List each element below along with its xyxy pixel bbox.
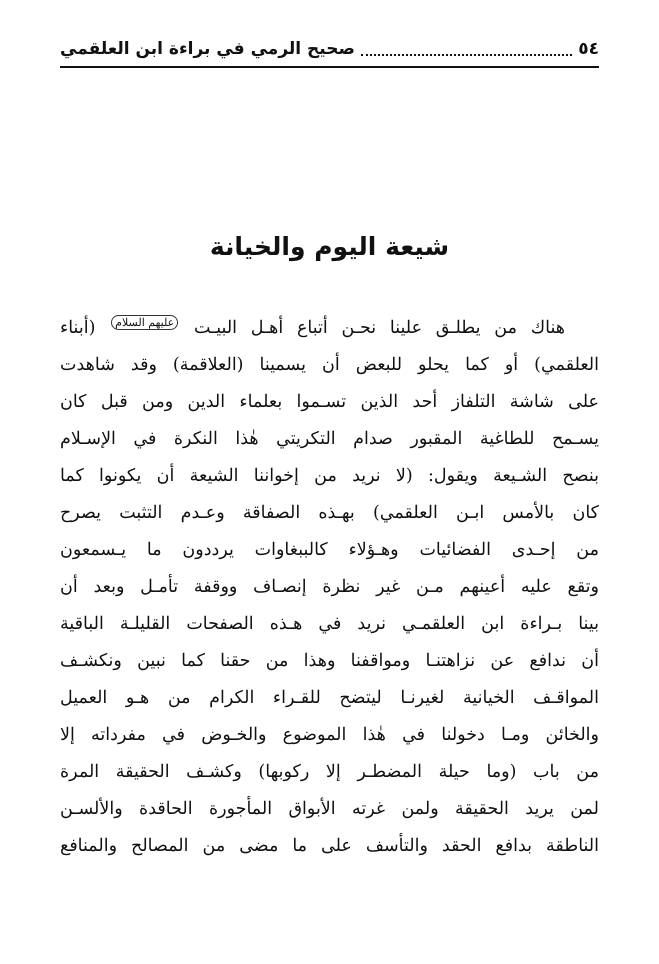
text-segment: (أبناء [60, 318, 96, 338]
text-segment: هناك من يطلـق علينا نحـن أتباع أهـل البيـت [193, 318, 565, 338]
text-line: على شاشة التلفاز أحد الذين تسـموا بعلماء الدين ومن قبل كان [60, 392, 599, 412]
text-line: من إحـدى الفضائيات وهـؤلاء كالببغاوات يرددون ما يـسمعون [60, 540, 599, 560]
page-number: ٥٤ [578, 39, 599, 59]
text-line: وتقع عليه أعينهم مـن غير نظرة إنصـاف ووقفة تأمـل وبعد أن [60, 577, 599, 597]
text-line: من باب (وما حيلة المضطـر إلا ركوبها) وكشـف الحقيقة المرة [60, 762, 599, 782]
page-header [60, 32, 599, 68]
text-line: الناطقة بدافع الحقد والتأسف على ما مضى من المصالح والمنافع [60, 836, 599, 856]
text-line: كان بالأمس ابـن العلقمي) بهـذه الصفاقة وعـدم التثبت يصرح [60, 503, 599, 523]
text-line: العلقمي) أو كما يحلو للبعض أن يسمينا (العلاقمة) وقد شاهدت [60, 355, 599, 375]
text-line: أن ندافع عن نزاهتنـا ومواقفنا وهذا من حقنا كما نبين ونكشـف [60, 651, 599, 671]
running-title: صحيح الرمي في براءة ابن العلقمي [60, 39, 355, 59]
text-line: يسـمح للطاغية المقبور صدام التكريتي هٰذا النكرة في الإسـلام [60, 429, 599, 449]
salutation-glyph: عليهم السلام [111, 315, 178, 330]
text-line: المواقـف الخيانية لغيرنـا ليتضح للقـراء الكرام من هـو العميل [60, 688, 599, 708]
text-line: لمن يريد الحقيقة ولمن غرته الأبواق المأجورة الحاقدة والألسـن [60, 799, 599, 819]
text-line: بنصح الشـيعة ويقول: (لا نريد من إخواننا الشيعة أن يكونوا كما [60, 466, 599, 486]
leader-dots [361, 54, 572, 56]
text-line [60, 310, 599, 347]
body-paragraph [60, 310, 599, 865]
text-line: بينا بـراءة ابن العلقمـي نريد في هـذه الصفحات القليلـة الباقية [60, 614, 599, 634]
text-line: والخائن ومـا دخولنا في هٰذا الموضوع والخـوض في مفرداته إلا [60, 725, 599, 745]
chapter-title: شيعة اليوم والخيانة [209, 232, 450, 261]
